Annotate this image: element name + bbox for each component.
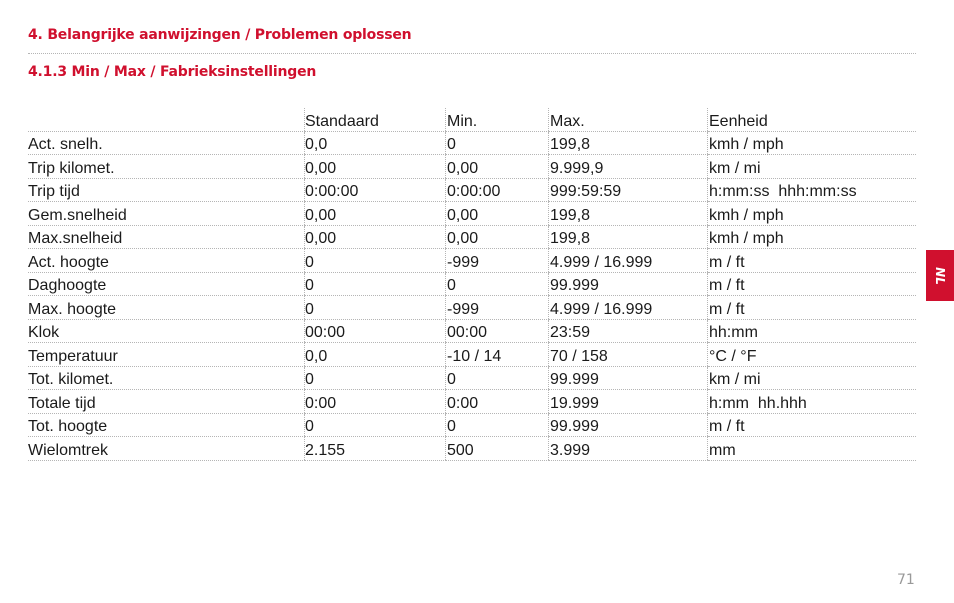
cell-standaard: 0 <box>305 296 446 320</box>
settings-table <box>28 108 916 461</box>
cell-standaard: 0,00 <box>305 225 446 249</box>
cell-standaard: 0 <box>305 413 446 437</box>
column-header-max: Max. <box>549 108 708 131</box>
cell-max: 4.999 / 16.999 <box>549 249 708 273</box>
cell-standaard: 00:00 <box>305 319 446 343</box>
row-label: Tot. hoogte <box>28 413 305 437</box>
cell-eenheid: km / mi <box>708 366 917 390</box>
table-row <box>28 202 916 226</box>
cell-eenheid: hh:mm <box>708 319 917 343</box>
table-row <box>28 131 916 155</box>
table-row <box>28 413 916 437</box>
cell-standaard: 0:00:00 <box>305 178 446 202</box>
column-header-label <box>28 108 305 131</box>
cell-min: 0 <box>446 131 549 155</box>
table-row <box>28 390 916 414</box>
cell-min: 0 <box>446 366 549 390</box>
cell-standaard: 0,00 <box>305 155 446 179</box>
row-label: Temperatuur <box>28 343 305 367</box>
cell-max: 99.999 <box>549 272 708 296</box>
cell-max: 99.999 <box>549 366 708 390</box>
row-label: Trip kilomet. <box>28 155 305 179</box>
cell-max: 99.999 <box>549 413 708 437</box>
cell-min: 0 <box>446 413 549 437</box>
cell-standaard: 0:00 <box>305 390 446 414</box>
row-label: Totale tijd <box>28 390 305 414</box>
cell-standaard: 0 <box>305 272 446 296</box>
cell-eenheid: °C / °F <box>708 343 917 367</box>
cell-min: 00:00 <box>446 319 549 343</box>
cell-max: 199,8 <box>549 225 708 249</box>
cell-eenheid: h:mm:ss hhh:mm:ss <box>708 178 917 202</box>
table-row <box>28 319 916 343</box>
table-header-row <box>28 108 916 131</box>
cell-eenheid: m / ft <box>708 296 917 320</box>
column-header-min: Min. <box>446 108 549 131</box>
cell-max: 999:59:59 <box>549 178 708 202</box>
row-label: Gem.snelheid <box>28 202 305 226</box>
row-label: Act. snelh. <box>28 131 305 155</box>
cell-eenheid: kmh / mph <box>708 202 917 226</box>
cell-eenheid: m / ft <box>708 249 917 273</box>
row-label: Act. hoogte <box>28 249 305 273</box>
language-tab <box>926 250 954 301</box>
section-title: 4. Belangrijke aanwijzingen / Problemen oplossen <box>28 27 412 43</box>
column-header-standaard: Standaard <box>305 108 446 131</box>
cell-eenheid: h:mm hh.hhh <box>708 390 917 414</box>
cell-max: 4.999 / 16.999 <box>549 296 708 320</box>
row-label: Klok <box>28 319 305 343</box>
cell-min: 500 <box>446 437 549 461</box>
column-header-eenheid: Eenheid <box>708 108 917 131</box>
cell-min: 0,00 <box>446 225 549 249</box>
cell-min: 0:00 <box>446 390 549 414</box>
cell-standaard: 0,0 <box>305 343 446 367</box>
subsection-title: 4.1.3 Min / Max / Fabrieksinstellingen <box>28 64 317 80</box>
cell-standaard: 0 <box>305 249 446 273</box>
cell-standaard: 2.155 <box>305 437 446 461</box>
divider <box>28 53 916 54</box>
row-label: Max.snelheid <box>28 225 305 249</box>
cell-standaard: 0,00 <box>305 202 446 226</box>
cell-min: -999 <box>446 249 549 273</box>
cell-max: 199,8 <box>549 131 708 155</box>
table-row <box>28 272 916 296</box>
cell-eenheid: kmh / mph <box>708 131 917 155</box>
table-row <box>28 155 916 179</box>
table-row <box>28 343 916 367</box>
cell-standaard: 0,0 <box>305 131 446 155</box>
table-row <box>28 366 916 390</box>
cell-max: 70 / 158 <box>549 343 708 367</box>
cell-max: 3.999 <box>549 437 708 461</box>
cell-min: 0,00 <box>446 202 549 226</box>
table-row <box>28 249 916 273</box>
row-label: Wielomtrek <box>28 437 305 461</box>
cell-standaard: 0 <box>305 366 446 390</box>
row-label: Max. hoogte <box>28 296 305 320</box>
cell-min: -999 <box>446 296 549 320</box>
cell-min: 0:00:00 <box>446 178 549 202</box>
cell-max: 199,8 <box>549 202 708 226</box>
page-number: 71 <box>897 572 915 588</box>
language-tab-label: NL <box>932 266 947 285</box>
row-label: Daghoogte <box>28 272 305 296</box>
table-row <box>28 178 916 202</box>
cell-eenheid: mm <box>708 437 917 461</box>
table-row <box>28 437 916 461</box>
cell-min: 0 <box>446 272 549 296</box>
cell-max: 9.999,9 <box>549 155 708 179</box>
cell-eenheid: m / ft <box>708 272 917 296</box>
table-row <box>28 225 916 249</box>
cell-eenheid: km / mi <box>708 155 917 179</box>
row-label: Tot. kilomet. <box>28 366 305 390</box>
row-label: Trip tijd <box>28 178 305 202</box>
cell-max: 19.999 <box>549 390 708 414</box>
cell-min: 0,00 <box>446 155 549 179</box>
table-row <box>28 296 916 320</box>
cell-eenheid: kmh / mph <box>708 225 917 249</box>
cell-eenheid: m / ft <box>708 413 917 437</box>
cell-max: 23:59 <box>549 319 708 343</box>
cell-min: -10 / 14 <box>446 343 549 367</box>
